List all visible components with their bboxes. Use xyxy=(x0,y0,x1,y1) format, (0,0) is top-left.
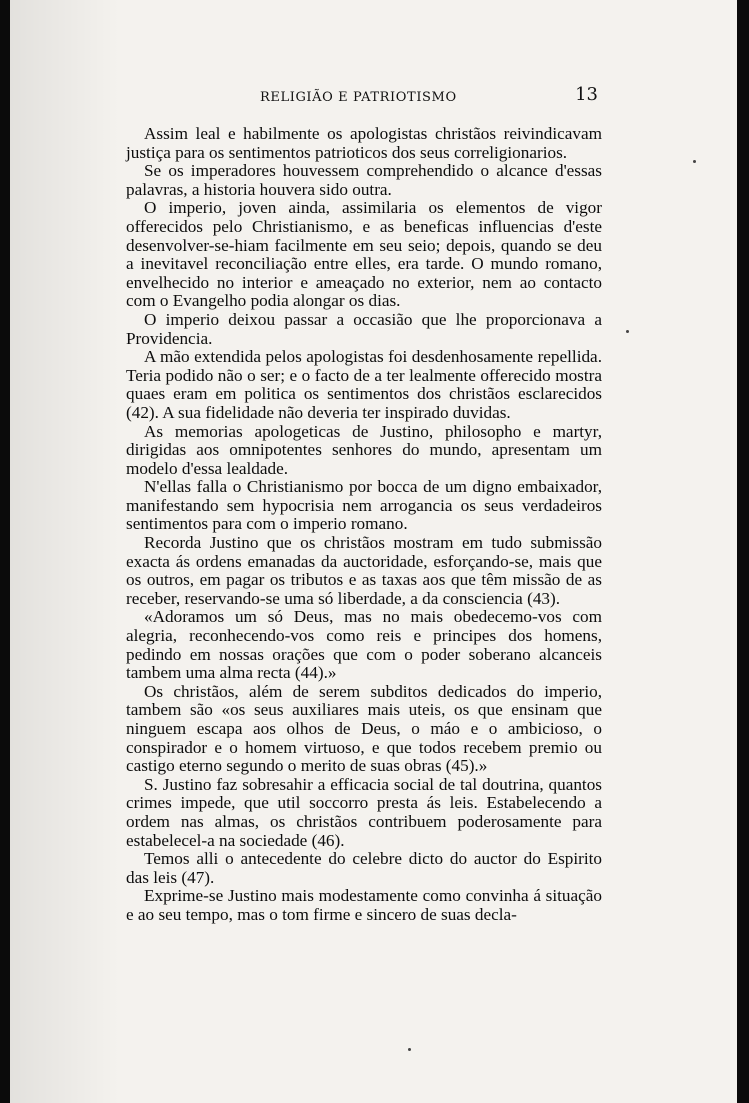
paragraph-5: A mão extendida pelos apologistas foi desdenhosamente repellida. Teria podido não o ser; e o facto de a ter lealmente offerecido mostra quaes eram em politica os sentimentos dos christãos esclarecidos (42). A sua fidelidade não deveria ter inspirado duvidas. xyxy=(126,347,602,422)
paper-speck xyxy=(408,1048,411,1051)
paragraph-13: Exprime-se Justino mais modestamente como convinha á situação e ao seu tempo, mas o tom firme e sincero de suas decla- xyxy=(126,886,602,924)
paragraph-1: Assim leal e habilmente os apologistas christãos reivindicavam justiça para os sentimentos patrioticos dos seus correligionarios. xyxy=(126,124,602,162)
running-header xyxy=(128,86,598,108)
paper-speck xyxy=(693,160,696,163)
paragraph-11: S. Justino faz sobresahir a efficacia social de tal doutrina, quantos crimes impede, que util soccorro presta ás leis. Estabelecendo a ordem nas almas, os christãos contribuem poderosamente para estabelecel-a na sociedade (46). xyxy=(126,774,602,850)
paragraph-9-quote: «Adoramos um só Deus, mas no mais obedecemo-vos com alegria, reconhecendo-vos como reis e principes dos homens, pedindo em nossas orações que com o poder soberano alcanceis tambem uma alma recta (44).» xyxy=(126,607,602,683)
paragraph-8: Recorda Justino que os christãos mostram em tudo submissão exacta ás ordens emanadas da auctoridade, esforçando-se, mais que os outros, em pagar os tributos e as taxas aos que têm missão de as receber, reservando-se uma só liberdade, a da consciencia (43). xyxy=(126,533,602,608)
paragraph-12: Temos alli o antecedente do celebre dicto do auctor do Espirito das leis (47). xyxy=(126,849,602,887)
paper-speck xyxy=(626,330,629,333)
paragraph-6: As memorias apologeticas de Justino, philosopho e martyr, dirigidas aos omnipotentes senhores do mundo, apresentam um modelo d'essa lealdade. xyxy=(126,421,602,478)
paragraph-3: O imperio, joven ainda, assimilaria os elementos de vigor offerecidos pelo Christianismo, e as beneficas influencias d'este desenvolver-se-hiam facilmente em seu seio; depois, quando se deu a inevitavel reconciliação entre elles, era tarde. O mundo romano, envelhecido no interior e ameaçado no exterior, nem ao contacto com o Evangelho podia alongar os dias. xyxy=(126,198,602,311)
scanned-book-page xyxy=(10,0,737,1103)
paragraph-7: N'ellas falla o Christianismo por bocca de um digno embaixador, manifestando sem hypocrisia nem arrogancia os seus verdadeiros sentimentos para com o imperio romano. xyxy=(126,477,602,534)
paragraph-10: Os christãos, além de serem subditos dedicados do imperio, tambem são «os seus auxiliares mais uteis, os que ensinam que ninguem escapa aos olhos de Deus, o máo e o ambicioso, o conspirador e o homem virtuoso, e que todos recebem premio ou castigo eterno segundo o merito de suas obras (45).» xyxy=(126,681,602,776)
running-title: RELIGIÃO E PATRIOTISMO xyxy=(260,90,457,105)
paragraph-2: Se os imperadores houvessem comprehendido o alcance d'essas palavras, a historia houvera sido outra. xyxy=(126,161,602,199)
body-text xyxy=(126,125,602,925)
page-number: 13 xyxy=(575,84,598,105)
paragraph-4: O imperio deixou passar a occasião que lhe proporcionava a Providencia. xyxy=(126,309,602,348)
